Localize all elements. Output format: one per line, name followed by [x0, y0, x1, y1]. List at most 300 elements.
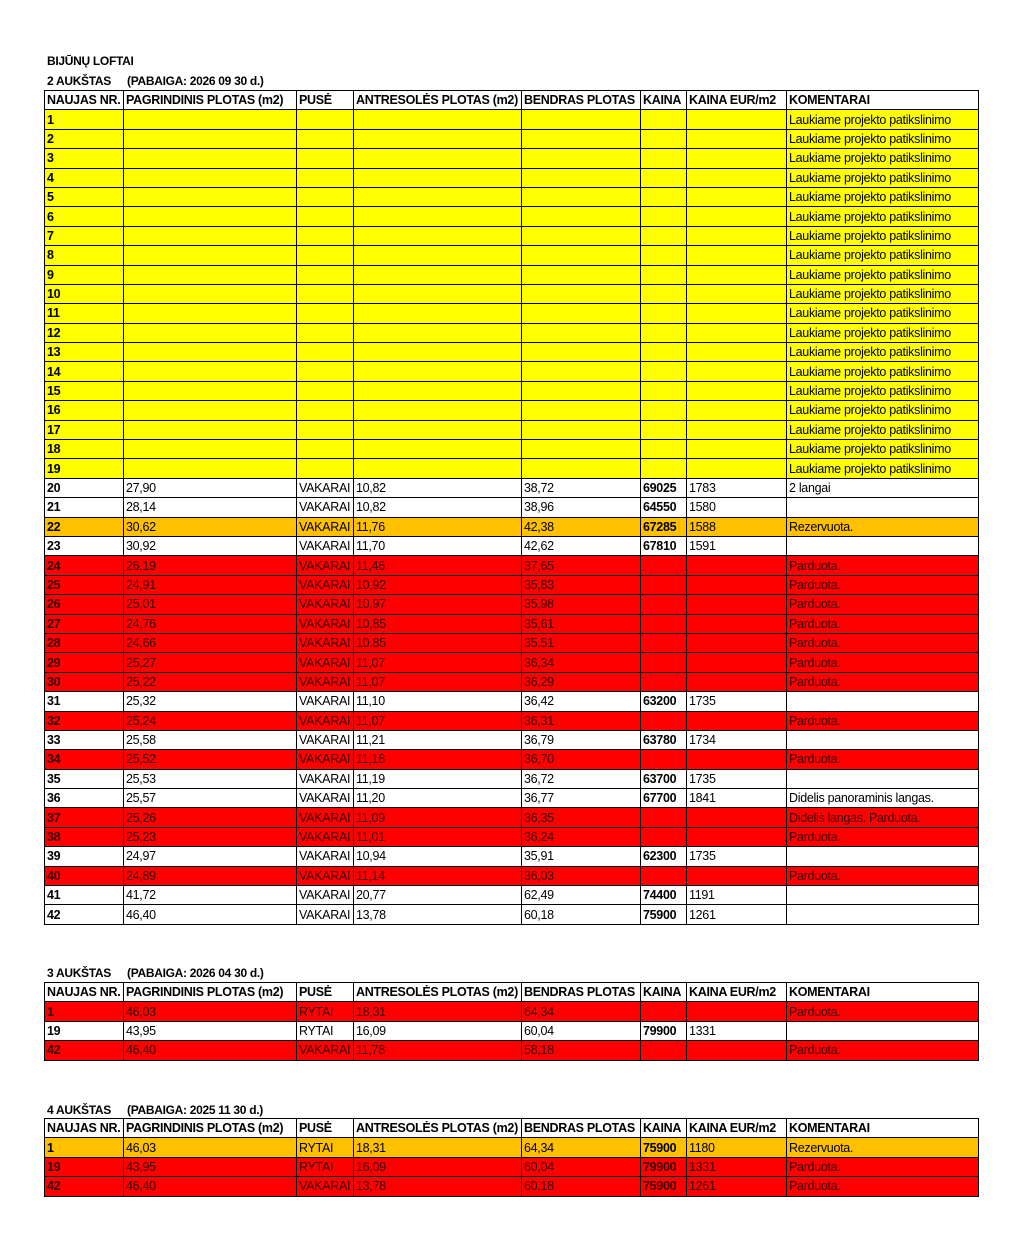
table-cell: [522, 420, 641, 439]
table-row: [45, 1021, 979, 1040]
table-cell: 2 langai: [787, 478, 979, 497]
column-header: KAINA: [641, 1119, 687, 1138]
table-cell: 63700: [641, 769, 687, 788]
table-cell: Parduota.: [787, 827, 979, 846]
table-cell: 1: [45, 1002, 124, 1021]
table-cell: 36: [45, 789, 124, 808]
table-cell: [354, 246, 522, 265]
table-cell: [641, 808, 687, 827]
table-cell: [687, 284, 787, 303]
table-cell: 75900: [641, 1138, 687, 1157]
table-cell: 36,42: [522, 692, 641, 711]
table-row: [45, 633, 979, 652]
table-cell: 17: [45, 420, 124, 439]
table-cell: [687, 614, 787, 633]
table-cell: 30,62: [124, 517, 297, 536]
table-cell: [641, 129, 687, 148]
table-row: [45, 149, 979, 168]
table-cell: 1588: [687, 517, 787, 536]
table-cell: [522, 362, 641, 381]
table-row: [45, 420, 979, 439]
table-cell: [354, 343, 522, 362]
table-row: [45, 827, 979, 846]
table-row: [45, 343, 979, 362]
table-row: [45, 692, 979, 711]
table-cell: 11,07: [354, 653, 522, 672]
table-cell: [297, 323, 354, 342]
table-cell: [687, 226, 787, 245]
table-cell: 46,40: [124, 1041, 297, 1060]
table-cell: [522, 381, 641, 400]
table-cell: 16,09: [354, 1157, 522, 1176]
table-cell: 1191: [687, 886, 787, 905]
table-cell: VAKARAI: [297, 633, 354, 652]
table-cell: [522, 246, 641, 265]
table-cell: [687, 362, 787, 381]
table-cell: [787, 905, 979, 924]
table-row: [45, 847, 979, 866]
table-cell: [354, 362, 522, 381]
table-cell: 13,78: [354, 905, 522, 924]
table-cell: 24,76: [124, 614, 297, 633]
table-cell: 11,20: [354, 789, 522, 808]
column-header: KAINA EUR/m2: [687, 1119, 787, 1138]
table-row: [45, 595, 979, 614]
table-cell: [687, 750, 787, 769]
table-cell: 28: [45, 633, 124, 652]
table-cell: 1735: [687, 847, 787, 866]
table-cell: [124, 110, 297, 129]
table-cell: [687, 110, 787, 129]
table-cell: [522, 304, 641, 323]
table-cell: RYTAI: [297, 1021, 354, 1040]
table-cell: [641, 1041, 687, 1060]
table-cell: [687, 207, 787, 226]
table-cell: Laukiame projekto patikslinimo: [787, 110, 979, 129]
table-cell: 18: [45, 440, 124, 459]
table-cell: 62,49: [522, 886, 641, 905]
table-cell: 1591: [687, 536, 787, 555]
table-cell: Laukiame projekto patikslinimo: [787, 323, 979, 342]
table-cell: 1180: [687, 1138, 787, 1157]
table-cell: Parduota.: [787, 653, 979, 672]
table-cell: 27,90: [124, 478, 297, 497]
table-cell: [354, 304, 522, 323]
table-cell: [787, 1021, 979, 1040]
table-cell: VAKARAI: [297, 517, 354, 536]
table-cell: Laukiame projekto patikslinimo: [787, 440, 979, 459]
table-row: [45, 711, 979, 730]
table-cell: 41: [45, 886, 124, 905]
table-cell: 1783: [687, 478, 787, 497]
table-cell: Parduota.: [787, 866, 979, 885]
table-cell: 25,23: [124, 827, 297, 846]
table-row: [45, 187, 979, 206]
table-cell: 36,72: [522, 769, 641, 788]
table-cell: [297, 284, 354, 303]
table-cell: [687, 265, 787, 284]
table-cell: [354, 149, 522, 168]
column-header: ANTRESOLĖS PLOTAS (m2): [354, 983, 522, 1002]
table-cell: [687, 633, 787, 652]
table-cell: VAKARAI: [297, 614, 354, 633]
table-cell: [687, 246, 787, 265]
table-cell: 25: [45, 575, 124, 594]
table-cell: 8: [45, 246, 124, 265]
table-row: [45, 478, 979, 497]
table-cell: 19: [45, 1021, 124, 1040]
table-cell: 11,14: [354, 866, 522, 885]
table-cell: 25,01: [124, 595, 297, 614]
table-cell: 60,18: [522, 905, 641, 924]
table-cell: 43,95: [124, 1157, 297, 1176]
table-row: [45, 207, 979, 226]
table-row: [45, 1002, 979, 1021]
floor-heading: [47, 1103, 263, 1117]
table-cell: [124, 149, 297, 168]
table-row: [45, 536, 979, 555]
table-cell: Parduota.: [787, 595, 979, 614]
table-cell: VAKARAI: [297, 750, 354, 769]
table-cell: 35,83: [522, 575, 641, 594]
table-cell: 24,97: [124, 847, 297, 866]
table-cell: 20: [45, 478, 124, 497]
column-header: KOMENTARAI: [787, 91, 979, 110]
table-cell: [297, 401, 354, 420]
table-cell: 25,26: [124, 808, 297, 827]
table-cell: 5: [45, 187, 124, 206]
table-cell: VAKARAI: [297, 769, 354, 788]
table-cell: [641, 866, 687, 885]
table-cell: [124, 304, 297, 323]
table-cell: [354, 401, 522, 420]
table-cell: [522, 187, 641, 206]
header-row: [45, 983, 979, 1002]
table-cell: Parduota.: [787, 1157, 979, 1176]
table-row: [45, 1177, 979, 1196]
table-cell: 10,94: [354, 847, 522, 866]
table-cell: 1734: [687, 730, 787, 749]
table-cell: Laukiame projekto patikslinimo: [787, 343, 979, 362]
table-cell: [522, 265, 641, 284]
header-row: [45, 1119, 979, 1138]
table-cell: 1261: [687, 905, 787, 924]
table-cell: 36,29: [522, 672, 641, 691]
table-cell: [687, 343, 787, 362]
table-cell: [641, 595, 687, 614]
floor-heading: [47, 966, 264, 980]
table-cell: 36,77: [522, 789, 641, 808]
table-row: [45, 653, 979, 672]
table-cell: 25,52: [124, 750, 297, 769]
table-cell: 12: [45, 323, 124, 342]
table-cell: Laukiame projekto patikslinimo: [787, 284, 979, 303]
column-header: PUSĖ: [297, 1119, 354, 1138]
table-cell: 13,78: [354, 1177, 522, 1196]
table-cell: [641, 614, 687, 633]
table-cell: 63200: [641, 692, 687, 711]
table-cell: [641, 440, 687, 459]
table-cell: [522, 459, 641, 478]
table-cell: [297, 129, 354, 148]
table-cell: 42: [45, 1041, 124, 1060]
table-cell: [354, 459, 522, 478]
table-cell: 42,38: [522, 517, 641, 536]
table-cell: Laukiame projekto patikslinimo: [787, 207, 979, 226]
table-cell: RYTAI: [297, 1002, 354, 1021]
table-cell: 38,96: [522, 498, 641, 517]
table-cell: 43,95: [124, 1021, 297, 1040]
table-cell: 38,72: [522, 478, 641, 497]
table-cell: VAKARAI: [297, 789, 354, 808]
table-cell: [687, 1041, 787, 1060]
table-cell: [297, 381, 354, 400]
table-cell: [124, 246, 297, 265]
column-header: PAGRINDINIS PLOTAS (m2): [124, 983, 297, 1002]
table-cell: Parduota.: [787, 750, 979, 769]
table-cell: 1580: [687, 498, 787, 517]
table-cell: 69025: [641, 478, 687, 497]
table-cell: 46,40: [124, 1177, 297, 1196]
table-cell: 15: [45, 381, 124, 400]
table-row: [45, 226, 979, 245]
table-cell: 46,40: [124, 905, 297, 924]
table-cell: 10,97: [354, 595, 522, 614]
table-cell: 26,19: [124, 556, 297, 575]
table-cell: [354, 226, 522, 245]
table-cell: [641, 343, 687, 362]
table-cell: 64550: [641, 498, 687, 517]
table-cell: [787, 847, 979, 866]
table-cell: 25,57: [124, 789, 297, 808]
table-cell: Parduota.: [787, 711, 979, 730]
column-header: BENDRAS PLOTAS: [522, 1119, 641, 1138]
table-cell: 35,91: [522, 847, 641, 866]
table-cell: 46,03: [124, 1138, 297, 1157]
table-cell: 64,34: [522, 1138, 641, 1157]
table-cell: 42,62: [522, 536, 641, 555]
table-cell: 1331: [687, 1157, 787, 1176]
table-cell: [354, 168, 522, 187]
table-cell: [687, 401, 787, 420]
table-cell: 13: [45, 343, 124, 362]
table-cell: [641, 1002, 687, 1021]
table-cell: 11,70: [354, 536, 522, 555]
table-cell: 35,51: [522, 633, 641, 652]
table-cell: 25,22: [124, 672, 297, 691]
table-cell: 24,89: [124, 866, 297, 885]
table-cell: 11,07: [354, 711, 522, 730]
table-row: [45, 168, 979, 187]
table-cell: [124, 284, 297, 303]
table-cell: 9: [45, 265, 124, 284]
table-cell: Laukiame projekto patikslinimo: [787, 381, 979, 400]
table-row: [45, 1138, 979, 1157]
table-cell: 42: [45, 905, 124, 924]
table-cell: [124, 207, 297, 226]
table-cell: 37,65: [522, 556, 641, 575]
table-cell: 10,85: [354, 633, 522, 652]
table-cell: [641, 323, 687, 342]
table-cell: 16,09: [354, 1021, 522, 1040]
table-row: [45, 886, 979, 905]
table-cell: [354, 284, 522, 303]
table-cell: [124, 226, 297, 245]
table-cell: 63780: [641, 730, 687, 749]
table-cell: [641, 633, 687, 652]
table-row: [45, 866, 979, 885]
table-cell: [354, 440, 522, 459]
table-cell: Parduota.: [787, 1041, 979, 1060]
table-cell: 1: [45, 1138, 124, 1157]
table-cell: 30: [45, 672, 124, 691]
table-cell: 1735: [687, 692, 787, 711]
table-cell: 46,03: [124, 1002, 297, 1021]
table-cell: 42: [45, 1177, 124, 1196]
table-row: [45, 401, 979, 420]
column-header: PUSĖ: [297, 983, 354, 1002]
table-cell: Didelis langas. Parduota.: [787, 808, 979, 827]
table-cell: [354, 265, 522, 284]
deadline-label: (PABAIGA: 2025 11 30 d.): [127, 1103, 263, 1117]
table-cell: Parduota.: [787, 614, 979, 633]
table-cell: [522, 226, 641, 245]
table-cell: [641, 750, 687, 769]
header-row: [45, 91, 979, 110]
table-cell: [687, 149, 787, 168]
table-cell: 24: [45, 556, 124, 575]
table-cell: [522, 284, 641, 303]
table-cell: [354, 420, 522, 439]
table-cell: Parduota.: [787, 1177, 979, 1196]
table-cell: Parduota.: [787, 672, 979, 691]
table-cell: 1331: [687, 1021, 787, 1040]
table-row: [45, 614, 979, 633]
table-cell: VAKARAI: [297, 827, 354, 846]
table-cell: [641, 362, 687, 381]
table-cell: [354, 110, 522, 129]
table-cell: Laukiame projekto patikslinimo: [787, 420, 979, 439]
apartments-table-floor-4: [44, 1118, 979, 1197]
table-cell: 23: [45, 536, 124, 555]
table-cell: [641, 556, 687, 575]
table-cell: [297, 168, 354, 187]
table-cell: 1261: [687, 1177, 787, 1196]
table-cell: 32: [45, 711, 124, 730]
table-cell: [522, 129, 641, 148]
column-header: PAGRINDINIS PLOTAS (m2): [124, 91, 297, 110]
table-cell: Rezervuota.: [787, 517, 979, 536]
table-cell: 38: [45, 827, 124, 846]
table-cell: [297, 265, 354, 284]
table-cell: Parduota.: [787, 633, 979, 652]
table-cell: 67285: [641, 517, 687, 536]
column-header: ANTRESOLĖS PLOTAS (m2): [354, 1119, 522, 1138]
deadline-label: (PABAIGA: 2026 04 30 d.): [127, 966, 264, 980]
table-row: [45, 1041, 979, 1060]
table-cell: [787, 730, 979, 749]
column-header: PUSĖ: [297, 91, 354, 110]
table-cell: [297, 149, 354, 168]
table-cell: Laukiame projekto patikslinimo: [787, 149, 979, 168]
table-cell: VAKARAI: [297, 536, 354, 555]
table-cell: 11,18: [354, 750, 522, 769]
table-cell: [641, 459, 687, 478]
table-cell: VAKARAI: [297, 711, 354, 730]
column-header: BENDRAS PLOTAS: [522, 983, 641, 1002]
table-cell: 3: [45, 149, 124, 168]
table-cell: VAKARAI: [297, 672, 354, 691]
table-cell: [297, 420, 354, 439]
table-cell: 11: [45, 304, 124, 323]
table-row: [45, 110, 979, 129]
table-cell: 39: [45, 847, 124, 866]
floor-label: 3 AUKŠTAS: [47, 966, 111, 980]
table-row: [45, 362, 979, 381]
table-cell: [641, 168, 687, 187]
table-row: [45, 905, 979, 924]
table-cell: [522, 343, 641, 362]
table-cell: 6: [45, 207, 124, 226]
table-cell: VAKARAI: [297, 556, 354, 575]
table-cell: 10,85: [354, 614, 522, 633]
table-cell: 11,09: [354, 808, 522, 827]
table-cell: VAKARAI: [297, 905, 354, 924]
table-cell: [641, 284, 687, 303]
table-cell: 19: [45, 459, 124, 478]
table-row: [45, 808, 979, 827]
table-cell: [787, 498, 979, 517]
table-cell: [354, 129, 522, 148]
table-cell: 21: [45, 498, 124, 517]
table-cell: 25,58: [124, 730, 297, 749]
table-cell: [124, 265, 297, 284]
table-cell: RYTAI: [297, 1157, 354, 1176]
table-cell: [687, 420, 787, 439]
table-cell: VAKARAI: [297, 847, 354, 866]
table-cell: 36,34: [522, 653, 641, 672]
table-row: [45, 517, 979, 536]
table-cell: Laukiame projekto patikslinimo: [787, 129, 979, 148]
table-cell: Rezervuota.: [787, 1138, 979, 1157]
table-cell: [354, 207, 522, 226]
table-cell: VAKARAI: [297, 808, 354, 827]
table-cell: 11,78: [354, 1041, 522, 1060]
table-cell: [641, 207, 687, 226]
table-row: [45, 246, 979, 265]
table-cell: Parduota.: [787, 575, 979, 594]
table-cell: 60,04: [522, 1021, 641, 1040]
table-cell: 11,21: [354, 730, 522, 749]
table-cell: 67700: [641, 789, 687, 808]
table-cell: 36,24: [522, 827, 641, 846]
column-header: KAINA EUR/m2: [687, 983, 787, 1002]
table-cell: [787, 886, 979, 905]
table-cell: 11,01: [354, 827, 522, 846]
table-cell: 40: [45, 866, 124, 885]
table-cell: 29: [45, 653, 124, 672]
table-cell: [787, 536, 979, 555]
table-cell: [687, 672, 787, 691]
table-cell: [687, 323, 787, 342]
table-cell: [297, 246, 354, 265]
table-cell: [687, 1002, 787, 1021]
table-cell: Laukiame projekto patikslinimo: [787, 226, 979, 245]
table-cell: 79900: [641, 1021, 687, 1040]
column-header: NAUJAS NR.: [45, 1119, 124, 1138]
table-cell: [522, 323, 641, 342]
column-header: PAGRINDINIS PLOTAS (m2): [124, 1119, 297, 1138]
